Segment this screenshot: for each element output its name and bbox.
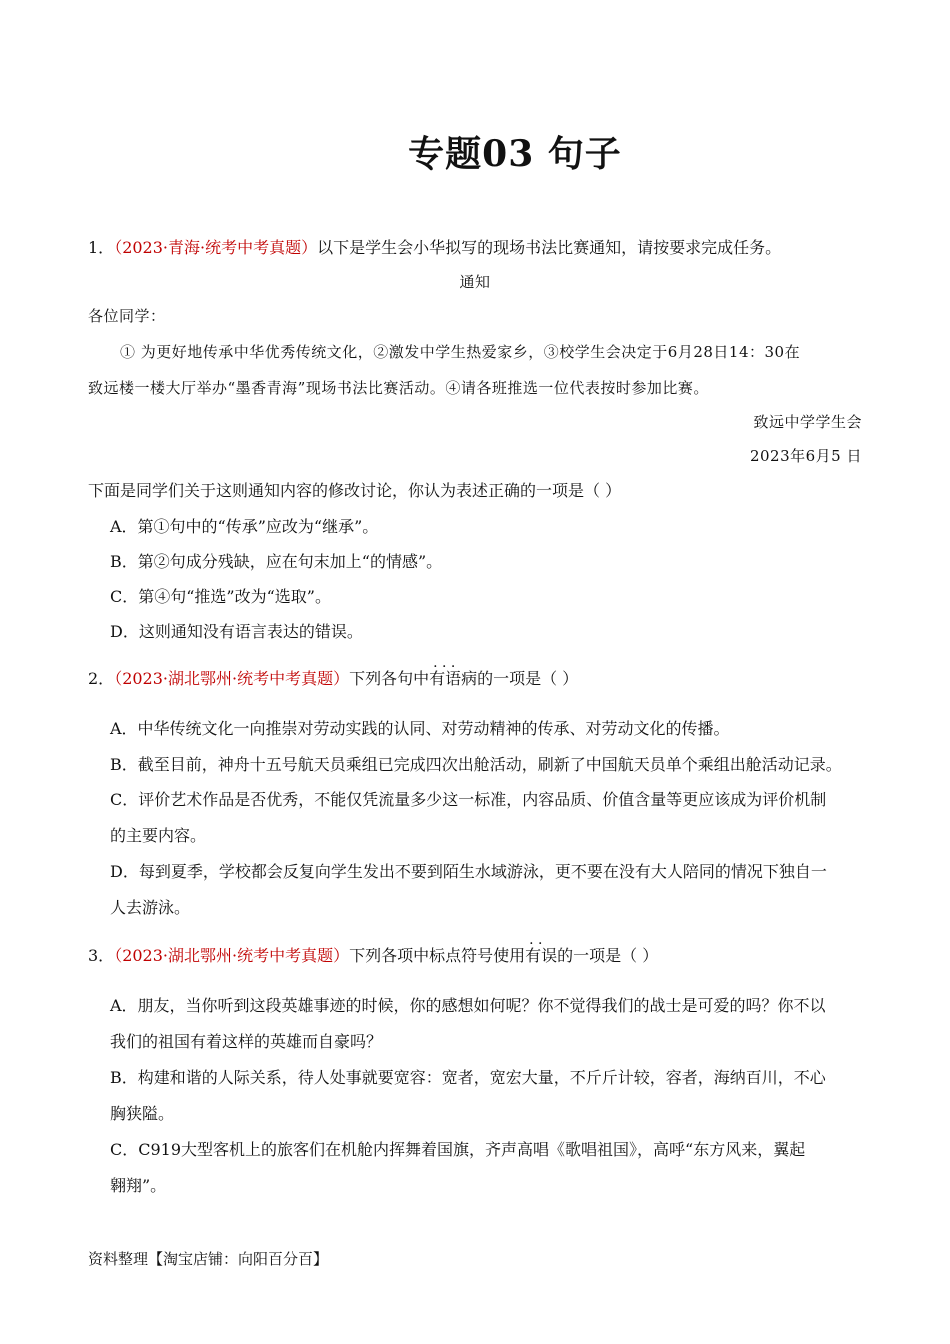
question-number: 3．: [88, 946, 115, 965]
notice-date: 2023年6月5 日: [749, 447, 862, 465]
page-title: 专题03 句子: [408, 133, 622, 175]
question-3-option-c-line-1: C．C919大型客机上的旅客们在机舱内挥舞着国旗，齐声高唱《歌唱祖国》，高呼“东方风来，翼起: [110, 1140, 806, 1159]
notice-signer: 致远中学学生会: [753, 413, 862, 431]
question-stem-pre: 下列各项中标点符号使用: [349, 946, 526, 965]
question-number: 2．: [88, 669, 115, 688]
notice-body-line-2: 致远楼一楼大厅举办“墨香青海”现场书法比赛活动。④请各班推选一位代表按时参加比赛。: [88, 379, 709, 397]
question-1-option-a: A．第①句中的“传承”应改为“继承”。: [110, 517, 379, 536]
question-1-option-c: C．第④句“推选”改为“选取”。: [110, 587, 331, 606]
footer-note: 资料整理【淘宝店铺：向阳百分百】: [88, 1250, 329, 1268]
question-2-option-c-line-1: C．评价艺术作品是否优秀，不能仅凭流量多少这一标准，内容品质、价值含量等更应该成为评价机制: [110, 790, 827, 809]
question-stem: 以下是学生会小华拟写的现场书法比赛通知，请按要求完成任务。: [317, 238, 782, 257]
question-3-option-a-line-1: A．朋友，当你听到这段英雄事迹的时候，你的感想如何呢？你不觉得我们的战士是可爱的吗？你不以: [110, 996, 826, 1015]
question-2-line: [88, 669, 578, 689]
notice-greeting: 各位同学：: [88, 307, 166, 325]
emphasis-dotted-text: · · 有误: [525, 946, 557, 966]
question-stem-post: 的一项是（ ）: [557, 946, 659, 965]
question-stem-post: 的一项是（ ）: [477, 669, 579, 688]
question-source: （2023·青海·统考中考真题）: [114, 238, 318, 257]
question-3-option-b-line-2: 胸狭隘。: [110, 1104, 175, 1123]
question-source: （2023·湖北鄂州·统考中考真题）: [114, 946, 350, 965]
question-2-option-c-line-2: 的主要内容。: [110, 826, 207, 845]
emphasis-dotted-text: · · · 有语病: [429, 669, 477, 689]
question-2-option-d-line-2: 人去游泳。: [110, 898, 191, 917]
question-number: 1．: [88, 238, 115, 257]
question-1-prompt: 下面是同学们关于这则通知内容的修改讨论，你认为表述正确的一项是（ ）: [88, 481, 622, 500]
notice-heading: 通知: [459, 273, 491, 291]
question-3-option-b-line-1: B．构建和谐的人际关系，待人处事就要宽容：宽者，宽宏大量，不斤斤计较，容者，海纳百川，不心: [110, 1068, 826, 1087]
question-1-option-b: B．第②句成分残缺，应在句末加上“的情感”。: [110, 552, 443, 571]
question-source: （2023·湖北鄂州·统考中考真题）: [114, 669, 350, 688]
notice-body-line-1: ① 为更好地传承中华优秀传统文化，②激发中学生热爱家乡，③校学生会决定于6月28日14：30在: [120, 343, 801, 361]
question-2-option-a: A．中华传统文化一向推崇对劳动实践的认同、对劳动精神的传承、对劳动文化的传播。: [110, 719, 730, 738]
question-3-option-a-line-2: 我们的祖国有着这样的英雄而自豪吗？: [110, 1032, 383, 1051]
question-1-option-d: D．这则通知没有语言表达的错误。: [110, 622, 363, 641]
question-2-option-d-line-1: D．每到夏季，学校都会反复向学生发出不要到陌生水域游泳，更不要在没有大人陪同的情况下独自一: [110, 862, 827, 881]
question-2-option-b: B．截至目前，神舟十五号航天员乘组已完成四次出舱活动，刷新了中国航天员单个乘组出舱活动记录。: [110, 755, 842, 774]
question-stem-pre: 下列各句中: [349, 669, 430, 688]
question-3-line: [88, 946, 658, 966]
question-3-option-c-line-2: 翱翔”。: [110, 1176, 167, 1195]
question-1-line: [88, 238, 781, 258]
